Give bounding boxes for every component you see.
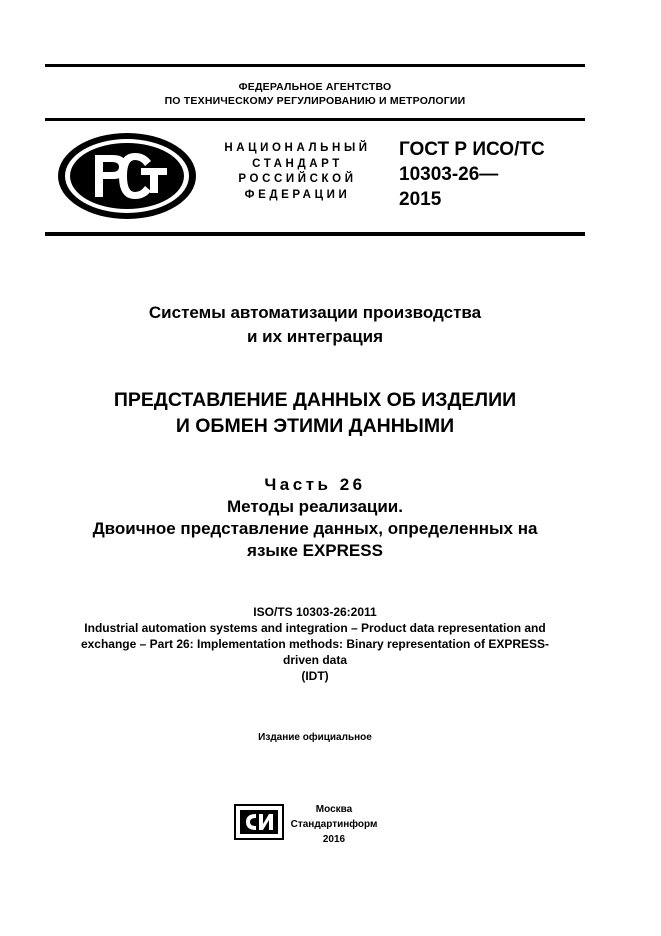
standartinform-logo-icon: [234, 804, 284, 840]
series-title-line: и их интеграция: [246, 327, 384, 346]
publisher-info: [284, 802, 384, 847]
header-rule: [45, 118, 585, 121]
standard-type-line: ФЕДЕРАЦИИ: [244, 188, 351, 201]
top-rule: [45, 64, 585, 67]
agency-line: ПО ТЕХНИЧЕСКОМУ РЕГУЛИРОВАНИЮ И МЕТРОЛОГИИ: [164, 95, 466, 107]
international-reference: [0, 604, 630, 684]
part-title-line: Двоичное представление данных, определенных на: [92, 519, 538, 538]
standard-type-line: НАЦИОНАЛЬНЫЙ: [224, 142, 371, 154]
english-title-line: exchange – Part 26: Implementation methods: Binary representation of EXPRESS-: [80, 637, 550, 651]
publisher-name: Стандартинформ: [290, 819, 378, 830]
standard-designation: [399, 137, 589, 212]
main-title-line: ПРЕДСТАВЛЕНИЕ ДАННЫХ ОБ ИЗДЕЛИИ: [113, 389, 517, 411]
designation-line: ГОСТ Р ИСО/ТС: [399, 139, 545, 160]
designation-line: 10303-26—: [399, 164, 499, 185]
standard-type-line: РОССИЙСКОЙ: [238, 173, 357, 185]
iso-reference: ISO/TS 10303-26:2011: [253, 605, 377, 619]
agency-name: [45, 80, 585, 108]
part-title: [0, 474, 630, 562]
rst-certification-mark-icon: [55, 131, 199, 221]
header-bottom-rule: [45, 232, 585, 236]
publisher-city: Москва: [315, 804, 353, 815]
edition-note: Издание официальное: [258, 732, 372, 743]
standard-type-line: СТАНДАРТ: [252, 157, 343, 170]
series-title-line: Системы автоматизации производства: [148, 303, 482, 322]
part-label: Часть 26: [264, 475, 366, 494]
equivalence-mark: (IDT): [301, 669, 329, 683]
series-title: [0, 301, 630, 349]
publication-year: 2016: [322, 834, 346, 845]
main-title-line: И ОБМЕН ЭТИМИ ДАННЫМИ: [175, 415, 455, 437]
part-title-line: языке EXPRESS: [247, 541, 383, 560]
agency-line: ФЕДЕРАЛЬНОЕ АГЕНТСТВО: [238, 81, 392, 93]
main-title: [0, 387, 630, 439]
english-title-line: Industrial automation systems and integration – Product data representation and: [84, 621, 546, 635]
designation-line: 2015: [399, 189, 442, 210]
standard-type: [210, 141, 385, 203]
english-title-line: driven data: [282, 653, 348, 667]
part-title-line: Методы реализации.: [227, 497, 403, 516]
